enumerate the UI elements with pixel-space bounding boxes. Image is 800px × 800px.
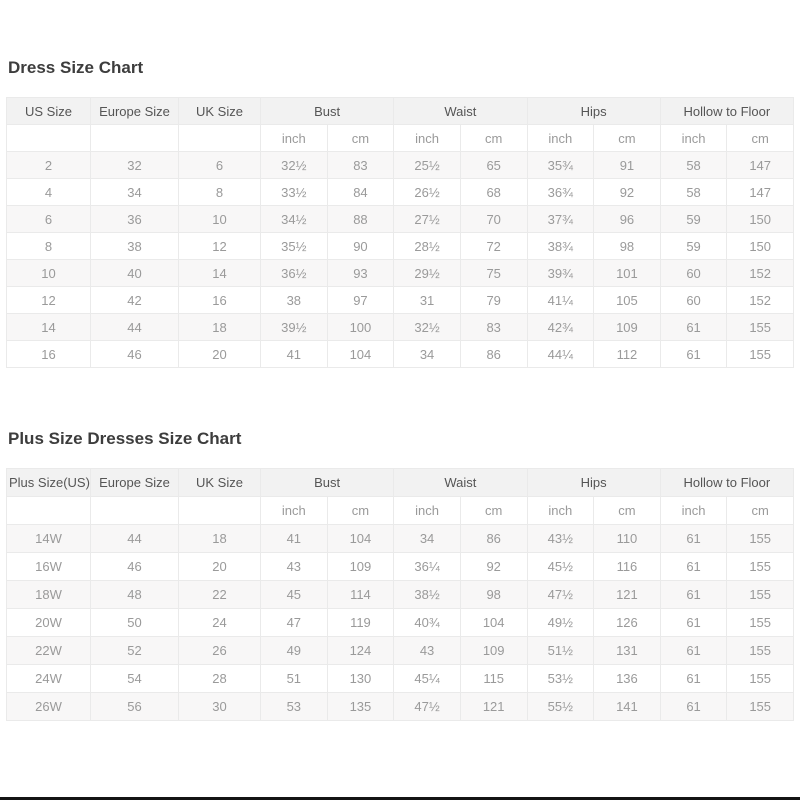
size-cell: 61 bbox=[660, 693, 727, 721]
size-cell: 47 bbox=[261, 609, 328, 637]
size-cell: 90 bbox=[327, 233, 394, 260]
size-cell: 51½ bbox=[527, 637, 594, 665]
size-cell: 41 bbox=[261, 525, 328, 553]
size-cell: 72 bbox=[460, 233, 527, 260]
size-cell: 28 bbox=[179, 665, 261, 693]
dress-size-chart-section bbox=[0, 0, 800, 368]
size-cell: 27½ bbox=[394, 206, 461, 233]
size-cell: 61 bbox=[660, 525, 727, 553]
size-cell: 53½ bbox=[527, 665, 594, 693]
unit-header: cm bbox=[327, 125, 394, 152]
size-cell: 60 bbox=[660, 260, 727, 287]
size-cell: 46 bbox=[91, 341, 179, 368]
column-header: Europe Size bbox=[91, 98, 179, 125]
size-cell: 136 bbox=[594, 665, 661, 693]
size-cell: 42¾ bbox=[527, 314, 594, 341]
size-cell: 36¼ bbox=[394, 553, 461, 581]
size-cell: 155 bbox=[727, 314, 794, 341]
size-cell: 155 bbox=[727, 609, 794, 637]
size-cell: 112 bbox=[594, 341, 661, 368]
size-cell: 147 bbox=[727, 152, 794, 179]
size-row bbox=[7, 260, 794, 287]
unit-header: cm bbox=[594, 125, 661, 152]
size-cell: 91 bbox=[594, 152, 661, 179]
size-cell: 50 bbox=[91, 609, 179, 637]
size-cell: 26 bbox=[179, 637, 261, 665]
size-cell: 6 bbox=[7, 206, 91, 233]
group-column-header: Bust bbox=[261, 469, 394, 497]
plus-size-table bbox=[6, 468, 794, 721]
size-cell: 110 bbox=[594, 525, 661, 553]
size-cell: 47½ bbox=[527, 581, 594, 609]
size-cell: 155 bbox=[727, 665, 794, 693]
size-cell: 38 bbox=[91, 233, 179, 260]
size-cell: 36¾ bbox=[527, 179, 594, 206]
unit-header: cm bbox=[594, 497, 661, 525]
size-cell: 53 bbox=[261, 693, 328, 721]
size-cell: 126 bbox=[594, 609, 661, 637]
size-cell: 32½ bbox=[394, 314, 461, 341]
size-cell: 45½ bbox=[527, 553, 594, 581]
column-header: Plus Size(US) bbox=[7, 469, 91, 497]
size-cell: 34 bbox=[394, 525, 461, 553]
size-cell: 104 bbox=[327, 341, 394, 368]
size-cell: 147 bbox=[727, 179, 794, 206]
size-cell: 20W bbox=[7, 609, 91, 637]
size-cell: 119 bbox=[327, 609, 394, 637]
size-row bbox=[7, 314, 794, 341]
empty-subheader-cell bbox=[179, 497, 261, 525]
unit-header-row bbox=[7, 497, 794, 525]
column-header: UK Size bbox=[179, 469, 261, 497]
size-cell: 79 bbox=[460, 287, 527, 314]
column-header: US Size bbox=[7, 98, 91, 125]
size-cell: 36 bbox=[91, 206, 179, 233]
size-cell: 109 bbox=[327, 553, 394, 581]
size-cell: 43 bbox=[394, 637, 461, 665]
size-cell: 16 bbox=[7, 341, 91, 368]
unit-header: cm bbox=[460, 497, 527, 525]
size-cell: 41 bbox=[261, 341, 328, 368]
group-column-header: Hollow to Floor bbox=[660, 469, 793, 497]
size-cell: 100 bbox=[327, 314, 394, 341]
size-cell: 39¾ bbox=[527, 260, 594, 287]
size-cell: 109 bbox=[594, 314, 661, 341]
size-cell: 40 bbox=[91, 260, 179, 287]
dress-size-table bbox=[6, 97, 794, 368]
size-cell: 26½ bbox=[394, 179, 461, 206]
size-cell: 104 bbox=[327, 525, 394, 553]
size-row bbox=[7, 581, 794, 609]
size-cell: 68 bbox=[460, 179, 527, 206]
size-cell: 55½ bbox=[527, 693, 594, 721]
size-cell: 34½ bbox=[261, 206, 328, 233]
size-cell: 10 bbox=[179, 206, 261, 233]
size-cell: 115 bbox=[460, 665, 527, 693]
size-cell: 65 bbox=[460, 152, 527, 179]
size-row bbox=[7, 206, 794, 233]
empty-subheader-cell bbox=[7, 125, 91, 152]
size-cell: 116 bbox=[594, 553, 661, 581]
size-cell: 58 bbox=[660, 152, 727, 179]
size-cell: 93 bbox=[327, 260, 394, 287]
size-cell: 18 bbox=[179, 525, 261, 553]
size-cell: 40¾ bbox=[394, 609, 461, 637]
empty-subheader-cell bbox=[91, 125, 179, 152]
size-cell: 12 bbox=[179, 233, 261, 260]
size-cell: 38½ bbox=[394, 581, 461, 609]
size-cell: 109 bbox=[460, 637, 527, 665]
size-cell: 114 bbox=[327, 581, 394, 609]
size-cell: 48 bbox=[91, 581, 179, 609]
unit-header: cm bbox=[727, 125, 794, 152]
size-row bbox=[7, 152, 794, 179]
group-column-header: Bust bbox=[261, 98, 394, 125]
size-cell: 121 bbox=[460, 693, 527, 721]
unit-header-row bbox=[7, 125, 794, 152]
size-cell: 155 bbox=[727, 581, 794, 609]
unit-header: cm bbox=[460, 125, 527, 152]
size-cell: 14 bbox=[7, 314, 91, 341]
size-row bbox=[7, 287, 794, 314]
size-cell: 105 bbox=[594, 287, 661, 314]
size-cell: 47½ bbox=[394, 693, 461, 721]
size-row bbox=[7, 665, 794, 693]
size-cell: 61 bbox=[660, 553, 727, 581]
group-column-header: Hips bbox=[527, 469, 660, 497]
size-row bbox=[7, 553, 794, 581]
size-cell: 31 bbox=[394, 287, 461, 314]
size-cell: 14 bbox=[179, 260, 261, 287]
size-cell: 18W bbox=[7, 581, 91, 609]
size-cell: 135 bbox=[327, 693, 394, 721]
size-cell: 18 bbox=[179, 314, 261, 341]
unit-header: inch bbox=[261, 497, 328, 525]
size-cell: 29½ bbox=[394, 260, 461, 287]
size-cell: 104 bbox=[460, 609, 527, 637]
size-cell: 34 bbox=[91, 179, 179, 206]
size-cell: 20 bbox=[179, 553, 261, 581]
size-cell: 97 bbox=[327, 287, 394, 314]
group-column-header: Waist bbox=[394, 98, 527, 125]
size-cell: 61 bbox=[660, 581, 727, 609]
size-cell: 43½ bbox=[527, 525, 594, 553]
unit-header: cm bbox=[327, 497, 394, 525]
empty-subheader-cell bbox=[7, 497, 91, 525]
size-cell: 32 bbox=[91, 152, 179, 179]
size-cell: 8 bbox=[7, 233, 91, 260]
size-cell: 24W bbox=[7, 665, 91, 693]
size-cell: 51 bbox=[261, 665, 328, 693]
group-column-header: Hollow to Floor bbox=[660, 98, 793, 125]
size-cell: 84 bbox=[327, 179, 394, 206]
size-cell: 59 bbox=[660, 233, 727, 260]
size-cell: 141 bbox=[594, 693, 661, 721]
size-row bbox=[7, 341, 794, 368]
unit-header: cm bbox=[727, 497, 794, 525]
size-cell: 101 bbox=[594, 260, 661, 287]
size-cell: 61 bbox=[660, 665, 727, 693]
empty-subheader-cell bbox=[91, 497, 179, 525]
header-row bbox=[7, 469, 794, 497]
size-cell: 75 bbox=[460, 260, 527, 287]
size-cell: 56 bbox=[91, 693, 179, 721]
size-cell: 86 bbox=[460, 341, 527, 368]
size-cell: 8 bbox=[179, 179, 261, 206]
size-row bbox=[7, 233, 794, 260]
size-cell: 88 bbox=[327, 206, 394, 233]
size-cell: 44 bbox=[91, 525, 179, 553]
size-cell: 83 bbox=[327, 152, 394, 179]
size-cell: 34 bbox=[394, 341, 461, 368]
size-cell: 131 bbox=[594, 637, 661, 665]
group-column-header: Hips bbox=[527, 98, 660, 125]
size-cell: 45¼ bbox=[394, 665, 461, 693]
size-cell: 155 bbox=[727, 525, 794, 553]
column-header: UK Size bbox=[179, 98, 261, 125]
size-cell: 42 bbox=[91, 287, 179, 314]
header-row bbox=[7, 98, 794, 125]
size-cell: 70 bbox=[460, 206, 527, 233]
size-cell: 92 bbox=[460, 553, 527, 581]
unit-header: inch bbox=[660, 497, 727, 525]
size-cell: 61 bbox=[660, 341, 727, 368]
size-cell: 130 bbox=[327, 665, 394, 693]
group-column-header: Waist bbox=[394, 469, 527, 497]
plus-size-chart-title: Plus Size Dresses Size Chart bbox=[8, 429, 242, 448]
size-cell: 83 bbox=[460, 314, 527, 341]
column-header: Europe Size bbox=[91, 469, 179, 497]
size-cell: 49 bbox=[261, 637, 328, 665]
size-row bbox=[7, 693, 794, 721]
size-row bbox=[7, 525, 794, 553]
size-cell: 150 bbox=[727, 233, 794, 260]
size-cell: 22W bbox=[7, 637, 91, 665]
size-cell: 44 bbox=[91, 314, 179, 341]
size-cell: 20 bbox=[179, 341, 261, 368]
size-cell: 96 bbox=[594, 206, 661, 233]
size-cell: 36½ bbox=[261, 260, 328, 287]
size-cell: 22 bbox=[179, 581, 261, 609]
size-cell: 43 bbox=[261, 553, 328, 581]
size-cell: 152 bbox=[727, 260, 794, 287]
size-cell: 35½ bbox=[261, 233, 328, 260]
size-cell: 152 bbox=[727, 287, 794, 314]
size-cell: 49½ bbox=[527, 609, 594, 637]
size-cell: 39½ bbox=[261, 314, 328, 341]
dress-size-chart-title: Dress Size Chart bbox=[8, 58, 144, 77]
size-cell: 33½ bbox=[261, 179, 328, 206]
size-cell: 25½ bbox=[394, 152, 461, 179]
size-cell: 60 bbox=[660, 287, 727, 314]
size-cell: 121 bbox=[594, 581, 661, 609]
size-cell: 14W bbox=[7, 525, 91, 553]
size-cell: 38¾ bbox=[527, 233, 594, 260]
size-cell: 58 bbox=[660, 179, 727, 206]
size-cell: 98 bbox=[460, 581, 527, 609]
size-cell: 12 bbox=[7, 287, 91, 314]
size-cell: 6 bbox=[179, 152, 261, 179]
unit-header: inch bbox=[527, 497, 594, 525]
unit-header: inch bbox=[660, 125, 727, 152]
size-cell: 32½ bbox=[261, 152, 328, 179]
size-cell: 44¼ bbox=[527, 341, 594, 368]
size-cell: 38 bbox=[261, 287, 328, 314]
size-cell: 86 bbox=[460, 525, 527, 553]
size-cell: 26W bbox=[7, 693, 91, 721]
unit-header: inch bbox=[394, 497, 461, 525]
size-cell: 92 bbox=[594, 179, 661, 206]
size-cell: 59 bbox=[660, 206, 727, 233]
size-cell: 4 bbox=[7, 179, 91, 206]
size-cell: 16W bbox=[7, 553, 91, 581]
size-cell: 16 bbox=[179, 287, 261, 314]
size-cell: 45 bbox=[261, 581, 328, 609]
unit-header: inch bbox=[394, 125, 461, 152]
size-cell: 54 bbox=[91, 665, 179, 693]
size-cell: 155 bbox=[727, 637, 794, 665]
unit-header: inch bbox=[527, 125, 594, 152]
size-cell: 155 bbox=[727, 693, 794, 721]
size-cell: 41¼ bbox=[527, 287, 594, 314]
size-cell: 98 bbox=[594, 233, 661, 260]
size-cell: 2 bbox=[7, 152, 91, 179]
size-cell: 10 bbox=[7, 260, 91, 287]
plus-size-chart-section bbox=[0, 368, 800, 721]
size-cell: 155 bbox=[727, 341, 794, 368]
size-row bbox=[7, 609, 794, 637]
size-cell: 61 bbox=[660, 609, 727, 637]
size-cell: 46 bbox=[91, 553, 179, 581]
size-cell: 150 bbox=[727, 206, 794, 233]
empty-subheader-cell bbox=[179, 125, 261, 152]
size-cell: 35¾ bbox=[527, 152, 594, 179]
size-cell: 155 bbox=[727, 553, 794, 581]
size-cell: 124 bbox=[327, 637, 394, 665]
size-cell: 61 bbox=[660, 314, 727, 341]
size-cell: 24 bbox=[179, 609, 261, 637]
unit-header: inch bbox=[261, 125, 328, 152]
size-cell: 37¾ bbox=[527, 206, 594, 233]
size-cell: 30 bbox=[179, 693, 261, 721]
size-row bbox=[7, 179, 794, 206]
size-cell: 28½ bbox=[394, 233, 461, 260]
size-cell: 61 bbox=[660, 637, 727, 665]
size-cell: 52 bbox=[91, 637, 179, 665]
size-row bbox=[7, 637, 794, 665]
